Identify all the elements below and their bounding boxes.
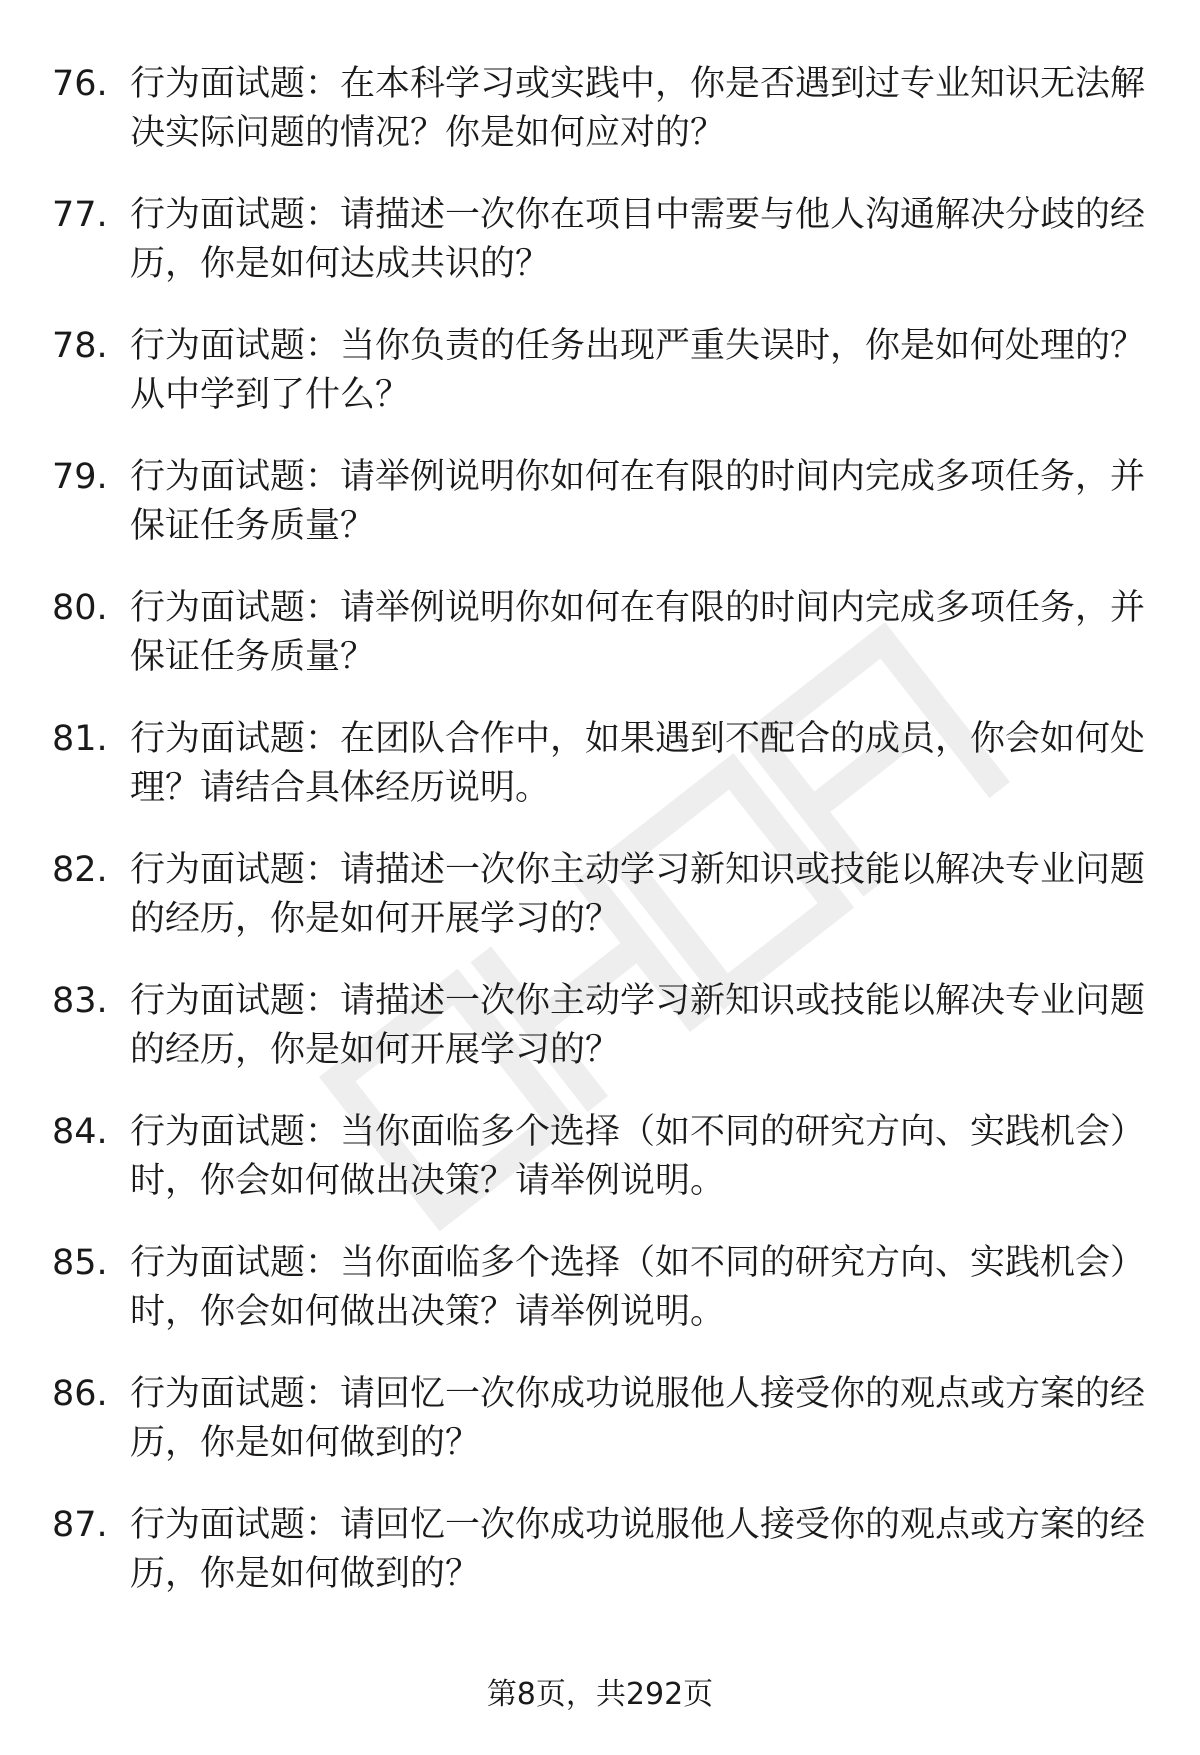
question-text: 行为面试题：请举例说明你如何在有限的时间内完成多项任务，并保证任务质量？ bbox=[130, 588, 1146, 677]
question-number: 77. bbox=[52, 195, 108, 235]
list-item bbox=[52, 322, 1162, 453]
question-text: 行为面试题：当你面临多个选择（如不同的研究方向、实践机会）时，你会如何做出决策？请举例说明。 bbox=[130, 1112, 1146, 1201]
list-item bbox=[52, 1501, 1162, 1632]
question-number: 80. bbox=[52, 588, 108, 628]
list-item bbox=[52, 453, 1162, 584]
question-text: 行为面试题：请举例说明你如何在有限的时间内完成多项任务，并保证任务质量？ bbox=[130, 457, 1146, 546]
list-item bbox=[52, 977, 1162, 1108]
question-number: 78. bbox=[52, 326, 108, 366]
question-number: 76. bbox=[52, 64, 108, 104]
list-item bbox=[52, 1370, 1162, 1501]
question-text: 行为面试题：在本科学习或实践中，你是否遇到过专业知识无法解决实际问题的情况？你是如何应对的？ bbox=[130, 64, 1146, 153]
question-number: 82. bbox=[52, 850, 108, 890]
question-text: 行为面试题：在团队合作中，如果遇到不配合的成员，你会如何处理？请结合具体经历说明。 bbox=[130, 719, 1146, 808]
question-number: 84. bbox=[52, 1112, 108, 1152]
list-item bbox=[52, 846, 1162, 977]
list-item bbox=[52, 191, 1162, 322]
question-text: 行为面试题：请描述一次你主动学习新知识或技能以解决专业问题的经历，你是如何开展学习的？ bbox=[130, 981, 1146, 1070]
question-number: 86. bbox=[52, 1374, 108, 1414]
question-number: 83. bbox=[52, 981, 108, 1021]
question-text: 行为面试题：当你面临多个选择（如不同的研究方向、实践机会）时，你会如何做出决策？请举例说明。 bbox=[130, 1243, 1146, 1332]
question-list bbox=[52, 60, 1162, 1632]
list-item bbox=[52, 584, 1162, 715]
list-item bbox=[52, 1108, 1162, 1239]
list-item bbox=[52, 715, 1162, 846]
question-text: 行为面试题：请回忆一次你成功说服他人接受你的观点或方案的经历，你是如何做到的？ bbox=[130, 1505, 1146, 1594]
question-text: 行为面试题：请描述一次你主动学习新知识或技能以解决专业问题的经历，你是如何开展学习的？ bbox=[130, 850, 1146, 939]
question-text: 行为面试题：当你负责的任务出现严重失误时，你是如何处理的？从中学到了什么？ bbox=[130, 326, 1146, 415]
question-text: 行为面试题：请描述一次你在项目中需要与他人沟通解决分歧的经历，你是如何达成共识的？ bbox=[130, 195, 1146, 284]
question-number: 85. bbox=[52, 1243, 108, 1283]
page-number-footer: 第8页，共292页 bbox=[486, 1677, 714, 1712]
question-number: 87. bbox=[52, 1505, 108, 1545]
question-text: 行为面试题：请回忆一次你成功说服他人接受你的观点或方案的经历，你是如何做到的？ bbox=[130, 1374, 1146, 1463]
list-item bbox=[52, 60, 1162, 191]
question-number: 81. bbox=[52, 719, 108, 759]
question-number: 79. bbox=[52, 457, 108, 497]
list-item bbox=[52, 1239, 1162, 1370]
